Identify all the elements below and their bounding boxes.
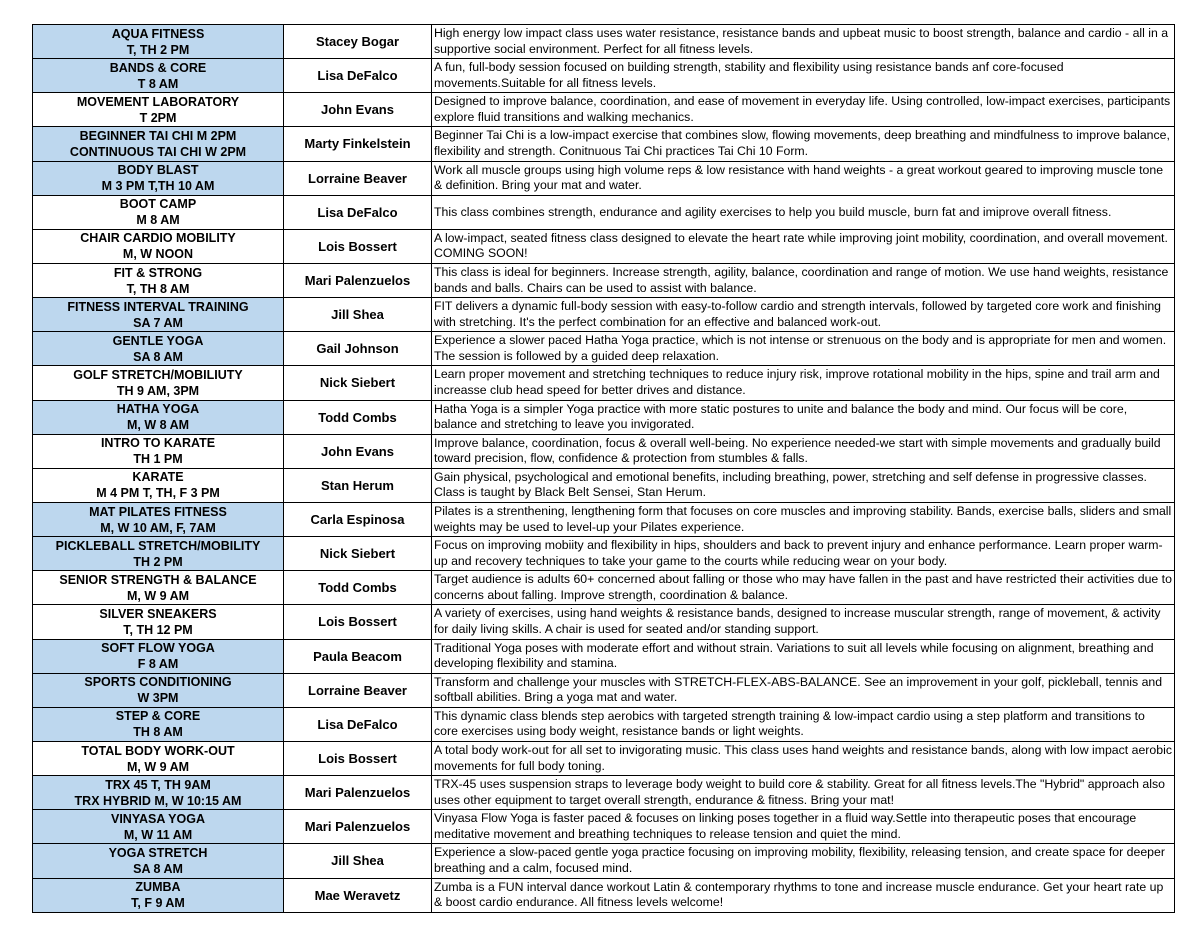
- class-cell: [33, 468, 284, 502]
- class-name: FITNESS INTERVAL TRAINING: [67, 299, 249, 314]
- instructor-name: Lisa DeFalco: [284, 195, 432, 229]
- class-cell: [33, 571, 284, 605]
- class-cell: [33, 434, 284, 468]
- class-description: Work all muscle groups using high volume reps & low resistance with hand weights - a great workout geared to improving muscle tone & definition. Bring your mat and water.: [432, 161, 1175, 195]
- instructor-name: Gail Johnson: [284, 332, 432, 366]
- class-cell: [33, 810, 284, 844]
- class-description: Experience a slow-paced gentle yoga practice focusing on improving mobility, flexibility, releasing tension, and create space for deeper breathing and a calm, focused mind.: [432, 844, 1175, 878]
- instructor-name: Mari Palenzuelos: [284, 263, 432, 297]
- class-description: A total body work-out for all set to invigorating music. This class uses hand weights and resistance bands, along with low impact aerobic movements for full body toning.: [432, 741, 1175, 775]
- class-description: Learn proper movement and stretching techniques to reduce injury risk, improve rotational mobility in the hips, spine and trail arm and increasse club head speed for better drives and distance.: [432, 366, 1175, 400]
- class-description: Focus on improving mobiity and flexibility in hips, shoulders and back to prevent injury and enhance performance. Learn proper warm-up and recovery techniques to take your game to the courts while reducing wear on your body.: [432, 537, 1175, 571]
- class-description: Experience a slower paced Hatha Yoga practice, which is not intense or strenuous on the body and is appropriate for men and women. The session is followed by a guided deep relaxation.: [432, 332, 1175, 366]
- instructor-name: Mae Weravetz: [284, 878, 432, 912]
- class-description: Hatha Yoga is a simpler Yoga practice with more static postures to unite and balance the body and mind. Our focus will be core, balance and stretching to leave you invigorated.: [432, 400, 1175, 434]
- class-description: High energy low impact class uses water resistance, resistance bands and upbeat music to boost strength, balance and cardio - all in a supportive social environment. Perfect for all fitness levels.: [432, 25, 1175, 59]
- class-description: FIT delivers a dynamic full-body session with easy-to-follow cardio and strength intervals, followed by targeted core work and finishing with stretching. It's the perfect combination for an effective and balanced work-out.: [432, 298, 1175, 332]
- class-schedule: F 8 AM: [137, 657, 179, 672]
- class-cell: [33, 161, 284, 195]
- instructor-name: Paula Beacom: [284, 639, 432, 673]
- class-cell: [33, 195, 284, 229]
- table-row: [33, 93, 1175, 127]
- table-row: [33, 59, 1175, 93]
- class-name: BOOT CAMP: [119, 197, 197, 212]
- class-cell: [33, 844, 284, 878]
- class-cell: [33, 366, 284, 400]
- class-cell: [33, 229, 284, 263]
- class-cell: [33, 59, 284, 93]
- class-schedule: M, W 10 AM, F, 7AM: [100, 520, 216, 535]
- instructor-name: Jill Shea: [284, 298, 432, 332]
- class-name: BANDS & CORE: [109, 60, 207, 75]
- table-row: [33, 878, 1175, 912]
- instructor-name: Lois Bossert: [284, 741, 432, 775]
- class-name: ZUMBA: [135, 880, 181, 895]
- class-schedule: T, TH 8 AM: [126, 281, 190, 296]
- class-description: Designed to improve balance, coordination, and ease of movement in everyday life. Using controlled, low-impact exercises, participants explore fluid transitions and walking mechanics.: [432, 93, 1175, 127]
- class-schedule: SA 8 AM: [133, 349, 183, 364]
- instructor-name: Lisa DeFalco: [284, 707, 432, 741]
- table-row: [33, 776, 1175, 810]
- table-row: [33, 468, 1175, 502]
- class-description: Traditional Yoga poses with moderate effort and without strain. Variations to suit all levels while focusing on alignment, breathing and developing flexibility and stamina.: [432, 639, 1175, 673]
- class-cell: [33, 400, 284, 434]
- class-schedule: M, W 8 AM: [126, 418, 190, 433]
- class-name: MAT PILATES FITNESS: [89, 504, 227, 519]
- class-name: GOLF STRETCH/MOBILIUTY: [73, 367, 243, 382]
- class-schedule: M, W 9 AM: [126, 759, 190, 774]
- class-cell: [33, 776, 284, 810]
- instructor-name: Todd Combs: [284, 571, 432, 605]
- class-cell: [33, 537, 284, 571]
- class-cell: [33, 741, 284, 775]
- instructor-name: Todd Combs: [284, 400, 432, 434]
- class-cell: [33, 127, 284, 161]
- class-schedule: W 3PM: [137, 691, 179, 706]
- class-schedule: TRX HYBRID M, W 10:15 AM: [74, 793, 242, 808]
- table-row: [33, 263, 1175, 297]
- table-row: [33, 25, 1175, 59]
- class-name: SENIOR STRENGTH & BALANCE: [59, 572, 257, 587]
- class-cell: [33, 298, 284, 332]
- class-name: GENTLE YOGA: [112, 333, 204, 348]
- class-cell: [33, 332, 284, 366]
- class-name: SPORTS CONDITIONING: [84, 675, 232, 690]
- class-description: Improve balance, coordination, focus & overall well-being. No experience needed-we start with simple movements and gradually build toward precision, flow, confidence & protection from stumbles & falls.: [432, 434, 1175, 468]
- table-row: [33, 400, 1175, 434]
- class-name: SOFT FLOW YOGA: [101, 641, 215, 656]
- class-description: A fun, full-body session focused on building strength, stability and flexibility using resistance bands anf core-focused movements.Suitable for all fitness levels.: [432, 59, 1175, 93]
- class-description: Target audience is adults 60+ concerned about falling or those who may have fallen in the past and have restricted their activities due to concerns about falling. Improve strength, coordination & balance.: [432, 571, 1175, 605]
- class-schedule: TH 1 PM: [133, 452, 183, 467]
- class-description: Transform and challenge your muscles with STRETCH-FLEX-ABS-BALANCE. See an improvement in your golf, pickleball, tennis and softball abilities. Bring a yoga mat and water.: [432, 673, 1175, 707]
- class-name: SILVER SNEAKERS: [99, 606, 217, 621]
- class-name: KARATE: [132, 470, 184, 485]
- class-description: Gain physical, psychological and emotional benefits, including breathing, power, stretching and self defense in progressive classes. Class is taught by Black Belt Sensei, Stan Herum.: [432, 468, 1175, 502]
- class-description: Beginner Tai Chi is a low-impact exercise that combines slow, flowing movements, deep breathing and mindfulness to improve balance, flexibility and strength. Conitnuous Tai Chi practices Tai Chi 10 Form.: [432, 127, 1175, 161]
- instructor-name: Nick Siebert: [284, 537, 432, 571]
- class-schedule: M 8 AM: [136, 213, 180, 228]
- class-schedule: T 8 AM: [137, 76, 179, 91]
- class-description: TRX-45 uses suspension straps to leverage body weight to build core & stability. Great for all fitness levels.The "Hybrid" approach also uses other equipment to target overall strength, endurance & fitness. Bring your mat!: [432, 776, 1175, 810]
- class-cell: [33, 605, 284, 639]
- class-name: BEGINNER TAI CHI M 2PM: [79, 128, 237, 143]
- class-cell: [33, 93, 284, 127]
- class-schedule: TH 9 AM, 3PM: [116, 383, 200, 398]
- instructor-name: Mari Palenzuelos: [284, 810, 432, 844]
- class-schedule: SA 7 AM: [133, 315, 183, 330]
- class-cell: [33, 639, 284, 673]
- class-schedule: M, W NOON: [122, 247, 194, 262]
- table-row: [33, 844, 1175, 878]
- class-description: Pilates is a strenthening, lengthening form that focuses on core muscles and improving stability. Bands, exercise balls, sliders and small weights may be used to level-up your Pilates experience.: [432, 502, 1175, 536]
- class-name: VINYASA YOGA: [110, 811, 205, 826]
- table-row: [33, 229, 1175, 263]
- instructor-name: Lorraine Beaver: [284, 673, 432, 707]
- class-name: HATHA YOGA: [116, 402, 200, 417]
- table-row: [33, 127, 1175, 161]
- table-row: [33, 298, 1175, 332]
- table-row: [33, 537, 1175, 571]
- table-row: [33, 639, 1175, 673]
- class-schedule: T 2PM: [139, 110, 177, 125]
- class-schedule: M 3 PM T,TH 10 AM: [101, 179, 215, 194]
- class-name: STEP & CORE: [115, 709, 201, 724]
- table-row: [33, 673, 1175, 707]
- class-cell: [33, 263, 284, 297]
- class-description: A low-impact, seated fitness class designed to elevate the heart rate while improving joint mobility, coordination, and overall movement. COMING SOON!: [432, 229, 1175, 263]
- instructor-name: Nick Siebert: [284, 366, 432, 400]
- class-cell: [33, 673, 284, 707]
- instructor-name: Lois Bossert: [284, 229, 432, 263]
- class-cell: [33, 878, 284, 912]
- table-row: [33, 741, 1175, 775]
- class-schedule: TH 8 AM: [133, 725, 183, 740]
- class-name: TRX 45 T, TH 9AM: [105, 777, 211, 792]
- instructor-name: Marty Finkelstein: [284, 127, 432, 161]
- class-name: YOGA STRETCH: [108, 845, 208, 860]
- instructor-name: Carla Espinosa: [284, 502, 432, 536]
- class-description: Zumba is a FUN interval dance workout Latin & contemporary rhythms to tone and increase muscle endurance. Get your heart rate up & boost cardio endurance. All fitness levels welcome!: [432, 878, 1175, 912]
- class-description: This dynamic class blends step aerobics with targeted strength training & low-impact cardio using a step platform and transitions to core exercises using body weight, resistance bands or light weights.: [432, 707, 1175, 741]
- instructor-name: Lois Bossert: [284, 605, 432, 639]
- instructor-name: Lisa DeFalco: [284, 59, 432, 93]
- class-name: FIT & STRONG: [113, 265, 203, 280]
- class-schedule-table: [32, 24, 1175, 913]
- table-row: [33, 434, 1175, 468]
- instructor-name: Stacey Bogar: [284, 25, 432, 59]
- class-cell: [33, 707, 284, 741]
- class-schedule: SA 8 AM: [133, 861, 183, 876]
- class-schedule: T, TH 2 PM: [126, 42, 190, 57]
- class-cell: [33, 25, 284, 59]
- class-schedule: M, W 9 AM: [126, 588, 190, 603]
- class-name: MOVEMENT LABORATORY: [76, 94, 240, 109]
- table-row: [33, 707, 1175, 741]
- instructor-name: John Evans: [284, 434, 432, 468]
- table-row: [33, 605, 1175, 639]
- class-schedule: T, TH 12 PM: [123, 622, 193, 637]
- class-cell: [33, 502, 284, 536]
- instructor-name: Lorraine Beaver: [284, 161, 432, 195]
- instructor-name: Stan Herum: [284, 468, 432, 502]
- class-schedule: CONTINUOUS TAI CHI W 2PM: [69, 144, 247, 159]
- class-name: PICKLEBALL STRETCH/MOBILITY: [55, 538, 261, 553]
- class-schedule: M 4 PM T, TH, F 3 PM: [96, 486, 220, 501]
- class-description: Vinyasa Flow Yoga is faster paced & focuses on linking poses together in a fluid way.Settle into therapeutic poses that encourage meditative movement and breathing techniques to release tension and quiet the mind.: [432, 810, 1175, 844]
- class-description: This class is ideal for beginners. Increase strength, agility, balance, coordination and range of motion. We use hand weights, resistance bands and balls. Chairs can be used to assist with balance.: [432, 263, 1175, 297]
- table-row: [33, 195, 1175, 229]
- table-row: [33, 332, 1175, 366]
- class-name: TOTAL BODY WORK-OUT: [81, 743, 235, 758]
- class-name: AQUA FITNESS: [111, 26, 205, 41]
- instructor-name: John Evans: [284, 93, 432, 127]
- class-name: BODY BLAST: [117, 163, 199, 178]
- class-schedule: T, F 9 AM: [131, 896, 185, 911]
- instructor-name: Mari Palenzuelos: [284, 776, 432, 810]
- table-row: [33, 502, 1175, 536]
- instructor-name: Jill Shea: [284, 844, 432, 878]
- class-schedule: TH 2 PM: [133, 554, 183, 569]
- class-name: INTRO TO KARATE: [100, 436, 216, 451]
- table-row: [33, 571, 1175, 605]
- class-description: This class combines strength, endurance and agility exercises to help you build muscle, burn fat and imiprove overall fitness.: [432, 195, 1175, 229]
- class-description: A variety of exercises, using hand weights & resistance bands, designed to increase muscular strength, range of movement, & activity for daily living skills. A chair is used for seated and/or standing support.: [432, 605, 1175, 639]
- class-schedule-body: [33, 25, 1175, 913]
- table-row: [33, 366, 1175, 400]
- class-name: CHAIR CARDIO MOBILITY: [80, 231, 236, 246]
- table-row: [33, 810, 1175, 844]
- class-schedule: M, W 11 AM: [123, 827, 193, 842]
- table-row: [33, 161, 1175, 195]
